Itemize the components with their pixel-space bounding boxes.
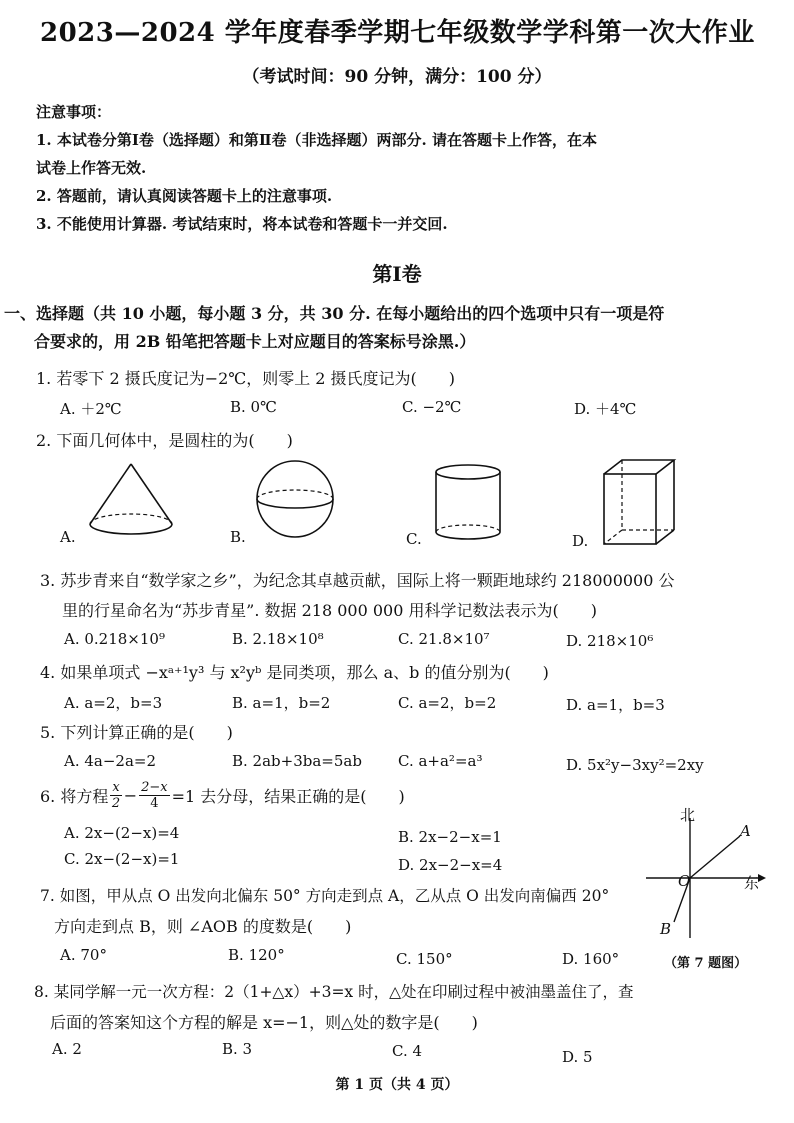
q2-option-d: D. bbox=[572, 532, 589, 550]
q5-option-d: D. 5x²y−3xy²=2xy bbox=[566, 756, 704, 774]
notes-line-3: 3. 不能使用计算器. 考试结束时，将本试卷和答题卡一并交回. bbox=[36, 215, 448, 233]
q6-fraction-1-denominator: 2 bbox=[111, 796, 121, 811]
q6-fraction-2 bbox=[139, 780, 170, 811]
page-footer: 第 1 页（共 4 页） bbox=[335, 1077, 459, 1093]
q4-option-b: B. a=1，b=2 bbox=[232, 694, 331, 712]
q2-option-c: C. bbox=[406, 530, 422, 548]
q7-east-label: 东 bbox=[744, 874, 760, 892]
notes-heading: 注意事项： bbox=[36, 103, 112, 121]
q7-north-label: 北 bbox=[680, 806, 696, 824]
q7-stem-line-2: 方向走到点 B，则 ∠AOB 的度数是( ) bbox=[54, 917, 352, 936]
sphere-figure bbox=[254, 458, 336, 540]
q8-stem-line-2: 后面的答案知这个方程的解是 x=−1，则△处的数字是( ) bbox=[50, 1013, 478, 1032]
q6-fraction-2-numerator: 2−x bbox=[141, 780, 168, 795]
q1-stem: 1. 若零下 2 摄氏度记为−2℃，则零上 2 摄氏度记为( ) bbox=[36, 369, 456, 388]
q6-option-d: D. 2x−2−x=4 bbox=[398, 856, 503, 874]
q4-option-c: C. a=2，b=2 bbox=[398, 694, 497, 712]
q7-point-o: O bbox=[678, 872, 691, 890]
q6-stem-suffix: =1 去分母，结果正确的是( ) bbox=[171, 787, 405, 806]
cylinder-figure bbox=[432, 462, 504, 544]
q8-option-a: A. 2 bbox=[52, 1040, 82, 1058]
q6-minus: − bbox=[123, 786, 138, 805]
q8-option-b: B. 3 bbox=[222, 1040, 253, 1058]
notes-line-1b: 试卷上作答无效. bbox=[36, 159, 147, 177]
q7-option-b: B. 120° bbox=[228, 946, 285, 964]
exam-title: 2023—2024 学年度春季学期七年级数学学科第一次大作业 bbox=[40, 18, 755, 48]
q6-fraction-2-denominator: 4 bbox=[150, 796, 159, 811]
q7-figure-caption: （第 7 题图） bbox=[664, 956, 748, 971]
q6-stem-prefix: 6. 将方程 bbox=[40, 787, 109, 806]
q7-point-a: A bbox=[740, 822, 751, 840]
q6-option-b: B. 2x−2−x=1 bbox=[398, 828, 502, 846]
q4-option-a: A. a=2，b=3 bbox=[64, 694, 163, 712]
q5-option-a: A. 4a−2a=2 bbox=[64, 752, 157, 770]
q4-stem: 4. 如果单项式 −xᵃ⁺¹y³ 与 x²yᵇ 是同类项，那么 a、b 的值分别为( ) bbox=[40, 663, 549, 682]
q5-option-b: B. 2ab+3ba=5ab bbox=[232, 752, 362, 770]
q8-stem-line-1: 8. 某同学解一元一次方程：2（1+△x）+3=x 时，△处在印刷过程中被油墨盖住了，查 bbox=[34, 983, 634, 1001]
q4-option-d: D. a=1，b=3 bbox=[566, 696, 665, 714]
q6-fraction-1-numerator: x bbox=[112, 780, 120, 795]
q3-option-d: D. 218×10⁶ bbox=[566, 632, 654, 650]
q6-option-c: C. 2x−(2−x)=1 bbox=[64, 850, 180, 868]
cone-figure bbox=[86, 460, 176, 540]
cuboid-figure bbox=[600, 456, 680, 548]
q3-option-c: C. 21.8×10⁷ bbox=[398, 630, 490, 648]
q3-option-a: A. 0.218×10⁹ bbox=[64, 630, 165, 648]
q7-option-a: A. 70° bbox=[60, 946, 107, 964]
q3-stem-line-2: 里的行星命名为“苏步青星”. 数据 218 000 000 用科学记数法表示为( ) bbox=[62, 601, 597, 620]
q7-option-d: D. 160° bbox=[562, 950, 620, 968]
q5-stem: 5. 下列计算正确的是( ) bbox=[40, 723, 233, 742]
q3-stem-line-1: 3. 苏步青来自“数学家之乡”，为纪念其卓越贡献，国际上将一颗距地球约 218000000 公 bbox=[40, 571, 675, 590]
q2-option-a: A. bbox=[60, 528, 76, 546]
notes-line-1: 1. 本试卷分第Ⅰ卷（选择题）和第Ⅱ卷（非选择题）两部分. 请在答题卡上作答，在本 bbox=[36, 131, 597, 149]
part-heading bbox=[4, 300, 744, 356]
notes-block bbox=[36, 98, 756, 238]
q1-option-d: D. ＋4℃ bbox=[574, 400, 637, 418]
q5-option-c: C. a+a²=a³ bbox=[398, 752, 483, 770]
q8-option-d: D. 5 bbox=[562, 1048, 593, 1066]
notes-line-2: 2. 答题前，请认真阅读答题卡上的注意事项. bbox=[36, 187, 333, 205]
q1-option-b: B. 0℃ bbox=[230, 398, 277, 416]
section-title: 第Ⅰ卷 bbox=[372, 262, 422, 286]
q6-stem bbox=[40, 780, 405, 811]
q7-point-b: B bbox=[660, 920, 672, 938]
part-heading-line-1: 一、选择题（共 10 小题，每小题 3 分，共 30 分. 在每小题给出的四个选项中只有一项是符 bbox=[4, 304, 665, 323]
part-heading-line-2: 合要求的，用 2B 铅笔把答题卡上对应题目的答案标号涂黑.） bbox=[34, 332, 476, 351]
q7-option-c: C. 150° bbox=[396, 950, 453, 968]
q3-option-b: B. 2.18×10⁸ bbox=[232, 630, 324, 648]
q8-option-c: C. 4 bbox=[392, 1042, 423, 1060]
q2-stem: 2. 下面几何体中，是圆柱的为( ) bbox=[36, 431, 293, 450]
q2-option-b: B. bbox=[230, 528, 246, 546]
q6-option-a: A. 2x−(2−x)=4 bbox=[64, 824, 180, 842]
q6-fraction-1 bbox=[110, 780, 121, 811]
exam-subtitle: （考试时间：90 分钟，满分：100 分） bbox=[242, 67, 552, 87]
q1-option-a: A. ＋2℃ bbox=[60, 400, 122, 418]
q7-stem-line-1: 7. 如图，甲从点 O 出发向北偏东 50° 方向走到点 A，乙从点 O 出发向南偏西 20° bbox=[40, 887, 610, 905]
q1-option-c: C. −2℃ bbox=[402, 398, 462, 416]
